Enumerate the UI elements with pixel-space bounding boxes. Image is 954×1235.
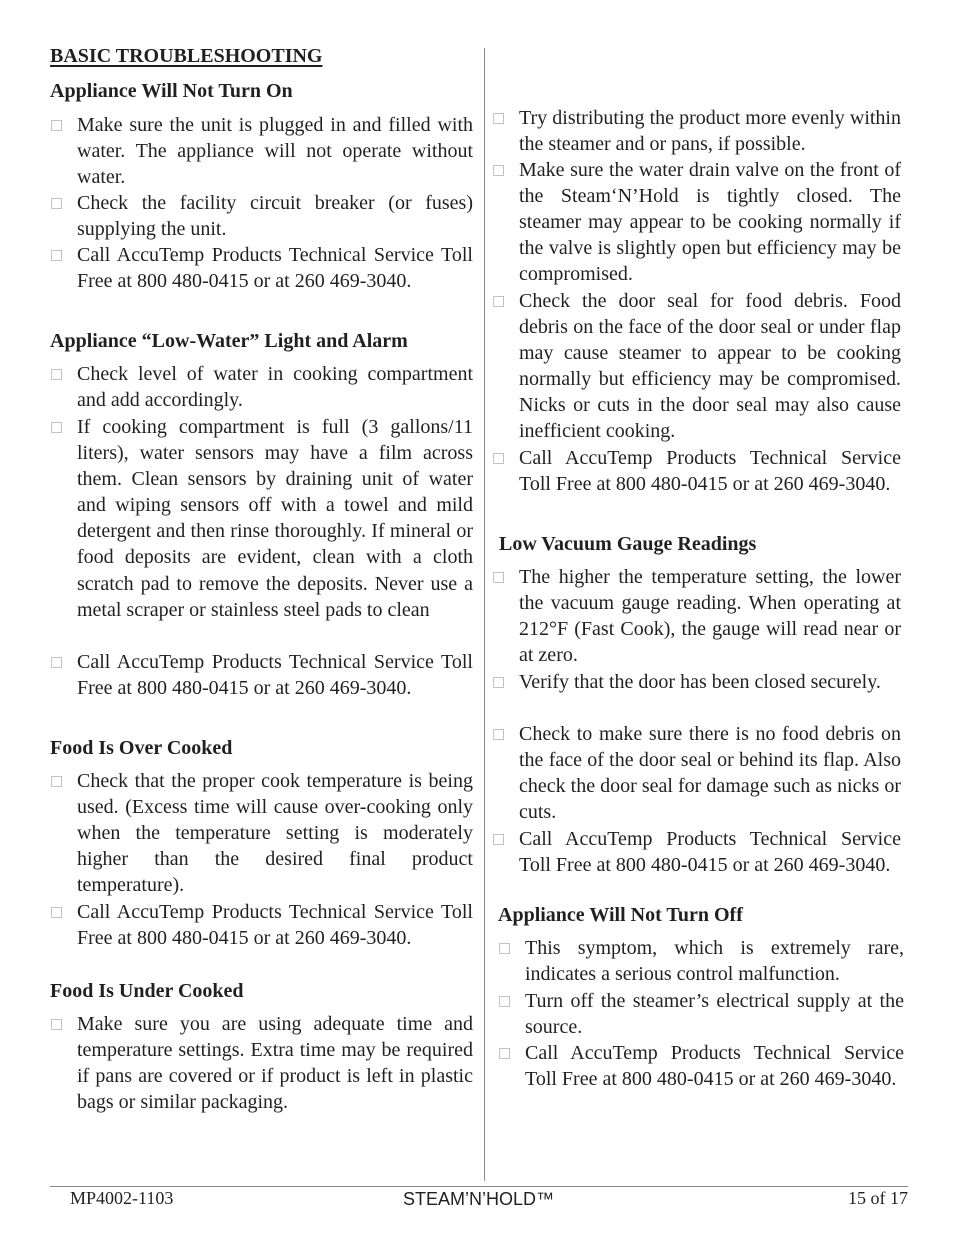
checkbox-bullet-icon: □ xyxy=(492,569,506,585)
checkbox-bullet-icon: □ xyxy=(498,1045,512,1061)
list-item: □ Try distributing the product more evenly within the steamer and or pans, if possible. xyxy=(492,105,901,157)
checkbox-bullet-icon: □ xyxy=(492,110,506,126)
checkbox-bullet-icon: □ xyxy=(498,940,512,956)
checkbox-bullet-icon: □ xyxy=(492,162,506,178)
list-item: □ Verify that the door has been closed securely. xyxy=(492,669,901,695)
checkbox-bullet-icon: □ xyxy=(50,419,64,435)
list-item: □ Call AccuTemp Products Technical Service Toll Free at 800 480-0415 or at 260 469-3040. xyxy=(50,899,473,951)
checkbox-bullet-icon: □ xyxy=(492,674,506,690)
column-divider xyxy=(484,48,485,1181)
page-title: BASIC TROUBLESHOOTING xyxy=(50,45,323,67)
checkbox-bullet-icon: □ xyxy=(492,831,506,847)
checkbox-bullet-icon: □ xyxy=(50,247,64,263)
footer-brand: STEAM’N’HOLD™ xyxy=(403,1189,555,1209)
section-heading-under-cooked: Food Is Under Cooked xyxy=(50,980,244,1002)
list-item: □ Call AccuTemp Products Technical Service Toll Free at 800 480-0415 or at 260 469-3040. xyxy=(492,445,901,497)
footer-doc-code: MP4002-1103 xyxy=(70,1188,174,1208)
list-item: □ Check the facility circuit breaker (or fuses) supplying the unit. xyxy=(50,190,473,242)
checkbox-bullet-icon: □ xyxy=(492,293,506,309)
section-heading-low-vacuum: Low Vacuum Gauge Readings xyxy=(499,533,757,555)
list-item: □ Call AccuTemp Products Technical Service Toll Free at 800 480-0415 or at 260 469-3040. xyxy=(492,826,901,878)
checkbox-bullet-icon: □ xyxy=(50,195,64,211)
list-item: □ Make sure the unit is plugged in and filled with water. The appliance will not operate without water. xyxy=(50,112,473,190)
section-heading-not-turn-off: Appliance Will Not Turn Off xyxy=(498,904,743,926)
footer-page-number: 15 of 17 xyxy=(848,1188,908,1208)
checkbox-bullet-icon: □ xyxy=(50,366,64,382)
list-item: □ If cooking compartment is full (3 gallons/11 liters), water sensors may have a film across them. Clean sensors by draining unit of water and wiping sensors off with a towel and mild detergent and then rinse thoroughly. If mineral or food deposits are evident, clean with a cloth scratch pad to remove the deposits. Never use a metal scraper or stainless steel pads to clean xyxy=(50,414,473,623)
list-item: □ Call AccuTemp Products Technical Service Toll Free at 800 480-0415 or at 260 469-3040. xyxy=(50,242,473,294)
checkbox-bullet-icon: □ xyxy=(492,726,506,742)
list-item: □ Check to make sure there is no food debris on the face of the door seal or behind its flap. Also check the door seal for damage such as nicks or cuts. xyxy=(492,721,901,825)
list-item: □ Turn off the steamer’s electrical supply at the source. xyxy=(498,988,904,1040)
list-item: □ This symptom, which is extremely rare, indicates a serious control malfunction. xyxy=(498,935,904,987)
checkbox-bullet-icon: □ xyxy=(50,1016,64,1032)
list-item: □ Check level of water in cooking compartment and add accordingly. xyxy=(50,361,473,413)
checkbox-bullet-icon: □ xyxy=(492,450,506,466)
list-item: □ Check the door seal for food debris. Food debris on the face of the door seal or under flap may cause steamer to appear to be cooking normally but efficiency may be compromised. Nicks or cuts in the door seal may also cause inefficient cooking. xyxy=(492,288,901,445)
list-item: □ Call AccuTemp Products Technical Service Toll Free at 800 480-0415 or at 260 469-3040. xyxy=(498,1040,904,1092)
list-item: □ Make sure you are using adequate time and temperature settings. Extra time may be required if pans are covered or if product is left in plastic bags or similar packaging. xyxy=(50,1011,473,1115)
checkbox-bullet-icon: □ xyxy=(498,993,512,1009)
section-heading-not-turn-on: Appliance Will Not Turn On xyxy=(50,80,293,102)
section-heading-low-water: Appliance “Low-Water” Light and Alarm xyxy=(50,330,408,352)
section-heading-over-cooked: Food Is Over Cooked xyxy=(50,737,233,759)
list-item: □ Check that the proper cook temperature is being used. (Excess time will cause over-cooking only when the temperature setting is moderately higher than the desired final product temperature). xyxy=(50,768,473,898)
checkbox-bullet-icon: □ xyxy=(50,904,64,920)
list-item: □ Make sure the water drain valve on the front of the Steam‘N’Hold is tightly closed. The steamer may appear to be cooking normally if the valve is slightly open but efficiency may be compromised. xyxy=(492,157,901,287)
checkbox-bullet-icon: □ xyxy=(50,654,64,670)
list-item: □ The higher the temperature setting, the lower the vacuum gauge reading. When operating at 212°F (Fast Cook), the gauge will read near or at zero. xyxy=(492,564,901,668)
checkbox-bullet-icon: □ xyxy=(50,773,64,789)
checkbox-bullet-icon: □ xyxy=(50,117,64,133)
list-item: □ Call AccuTemp Products Technical Service Toll Free at 800 480-0415 or at 260 469-3040. xyxy=(50,649,473,701)
